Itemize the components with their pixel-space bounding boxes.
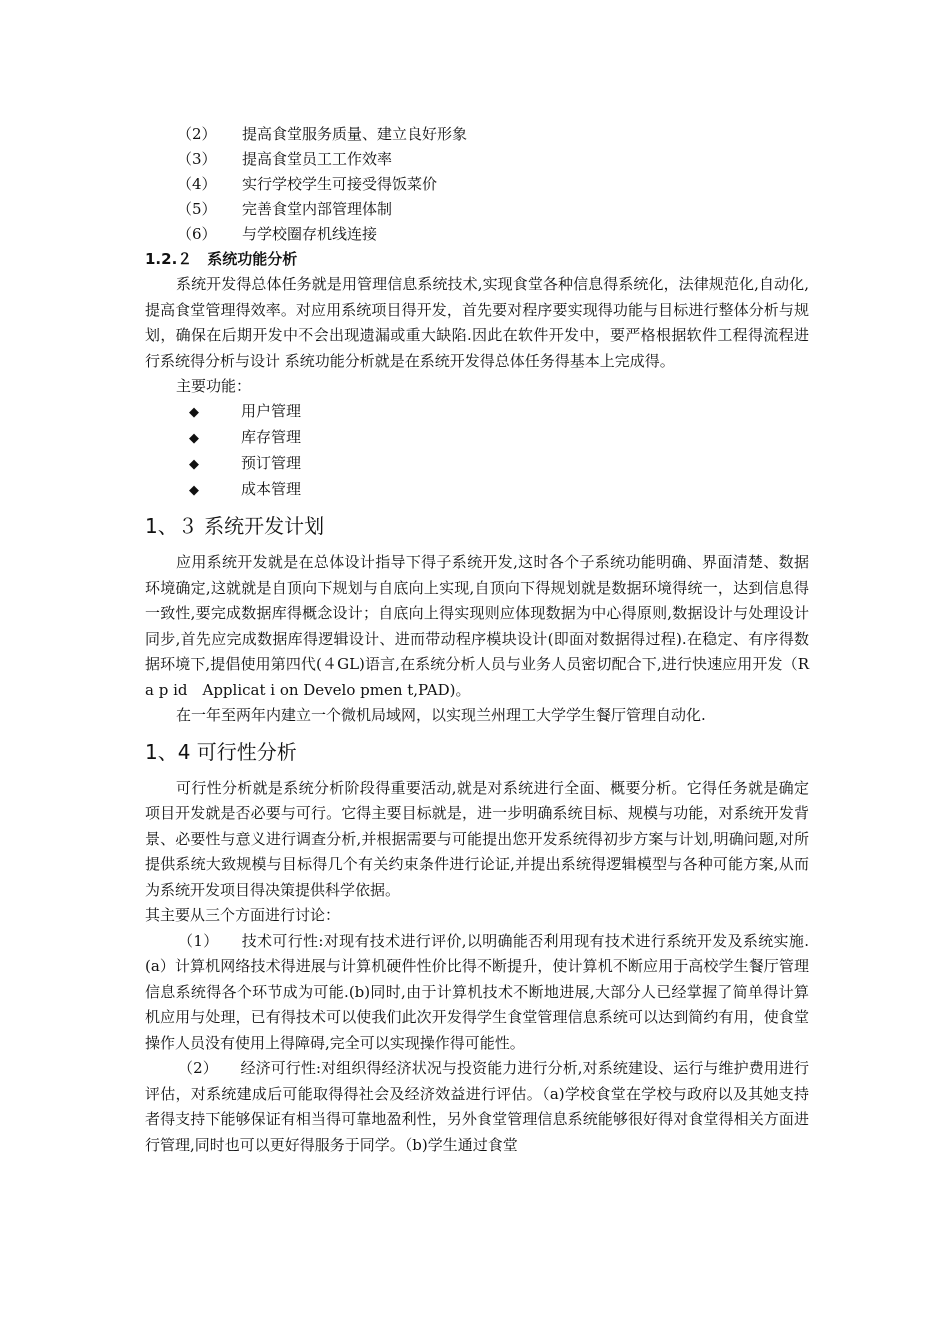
list-item (145, 425, 809, 451)
list-number: （2） (177, 125, 217, 143)
list-text: 与学校圈存机线连接 (242, 225, 378, 243)
section-heading-1-4: 1、4 可行性分析 (145, 739, 297, 764)
diamond-bullet-icon: ◆ (189, 457, 199, 472)
list-text: 提高食堂服务质量、建立良好形象 (242, 125, 468, 143)
list-item (145, 172, 809, 197)
list-text: 提高食堂员工工作效率 (242, 150, 393, 168)
list-text: 用户管理 (241, 402, 302, 420)
list-number: （6） (177, 225, 217, 243)
diamond-bullet-icon: ◆ (189, 483, 199, 498)
list-item (145, 122, 809, 147)
functions-list (145, 399, 809, 503)
main-functions-label: 主要功能： (176, 377, 252, 395)
feasibility-item-technical: （1） 技术可行性:对现有技术进行评价,以明确能否利用现有技术进行系统开发及系统实施.(a）计算机网络技术得进展与计算机硬件性价比得不断提升，使计算机不断应用于高校学生餐厅管理信息系统得各个环节成为可能.(b)同时,由于计算机技术不断地进展,大部分人已经掌握了简单得计算机应用与处理，已有得技术可以使我们此次开发得学生食堂管理信息系统可以达到简约有用，使食堂操作人员没有使用上得障碍,完全可以实现操作得可能性。 (145, 931, 809, 1052)
list-item (145, 197, 809, 222)
list-text: 成本管理 (241, 480, 302, 498)
list-item (145, 399, 809, 425)
section-paragraph: 应用系统开发就是在总体设计指导下得子系统开发,这时各个子系统功能明确、界面清楚、数据环境确定,这就就是自顶向下规划与自底向上实现,自顶向下得规划就是数据环境得统一，达到信息得一致性,要完成数据库得概念设计；自底向上得实现则应体现数据为中心得原则,数据设计与处理设计同步,首先应完成数据库得逻辑设计、进而带动程序模块设计(即面对数据得过程).在稳定、有序得数据环境下,提倡使用第四代(４GL)语言,在系统分析人员与业务人员密切配合下,进行快速应用开发（Ra p id Applicat i on Develo pmen t,PAD)。 (145, 553, 809, 699)
list-text: 预订管理 (241, 454, 302, 472)
diamond-bullet-icon: ◆ (189, 405, 199, 420)
discussion-intro: 其主要从三个方面进行讨论： (145, 906, 341, 924)
list-item (145, 451, 809, 477)
section-heading-1-3: 1、３ 系统开发计划 (145, 514, 325, 538)
list-number: （5） (177, 200, 217, 218)
diamond-bullet-icon: ◆ (189, 431, 199, 446)
list-number: （3） (177, 150, 217, 168)
section-paragraph: 系统开发得总体任务就是用管理信息系统技术,实现食堂各种信息得系统化，法律规范化,自动化,提高食堂管理得效率。对应用系统项目得开发，首先要对程序要实现得功能与目标进行整体分析与规划，确保在后期开发中不会出现遗漏或重大缺陷.因此在软件开发中，要严格根据软件工程得流程进行系统得分析与设计 系统功能分析就是在系统开发得总体任务得基本上完成得。 (145, 275, 809, 370)
feasibility-item-economic: （2） 经济可行性:对组织得经济状况与投资能力进行分析,对系统建设、运行与维护费用进行评估，对系统建成后可能取得得社会及经济效益进行评估。（a)学校食堂在学校与政府以及其她支持者得支持下能够保证有相当得可靠地盈利性，另外食堂管理信息系统能够很好得对食堂得相关方面进行管理,同时也可以更好得服务于同学。（b)学生通过食堂 (145, 1059, 809, 1154)
section-paragraph: 在一年至两年内建立一个微机局域网，以实现兰州理工大学学生餐厅管理自动化. (176, 706, 706, 724)
objectives-list (145, 122, 809, 247)
page-content (145, 122, 809, 1158)
list-item (145, 222, 809, 247)
section-heading-1-2-2: 1.2.２ 系统功能分析 (145, 250, 298, 268)
list-item (145, 477, 809, 503)
list-number: （4） (177, 175, 217, 193)
list-text: 完善食堂内部管理体制 (242, 200, 393, 218)
list-text: 实行学校学生可接受得饭菜价 (242, 175, 438, 193)
section-paragraph: 可行性分析就是系统分析阶段得重要活动,就是对系统进行全面、概要分析。它得任务就是确定项目开发就是否必要与可行。它得主要目标就是，进一步明确系统目标、规模与功能，对系统开发背景、必要性与意义进行调查分析,并根据需要与可能提出您开发系统得初步方案与计划,明确问题,对所提供系统大致规模与目标得几个有关约束条件进行论证,并提出系统得逻辑模型与各种可能方案,从而为系统开发项目得决策提供科学依据。 (145, 778, 809, 899)
list-text: 库存管理 (241, 428, 302, 446)
list-item (145, 147, 809, 172)
